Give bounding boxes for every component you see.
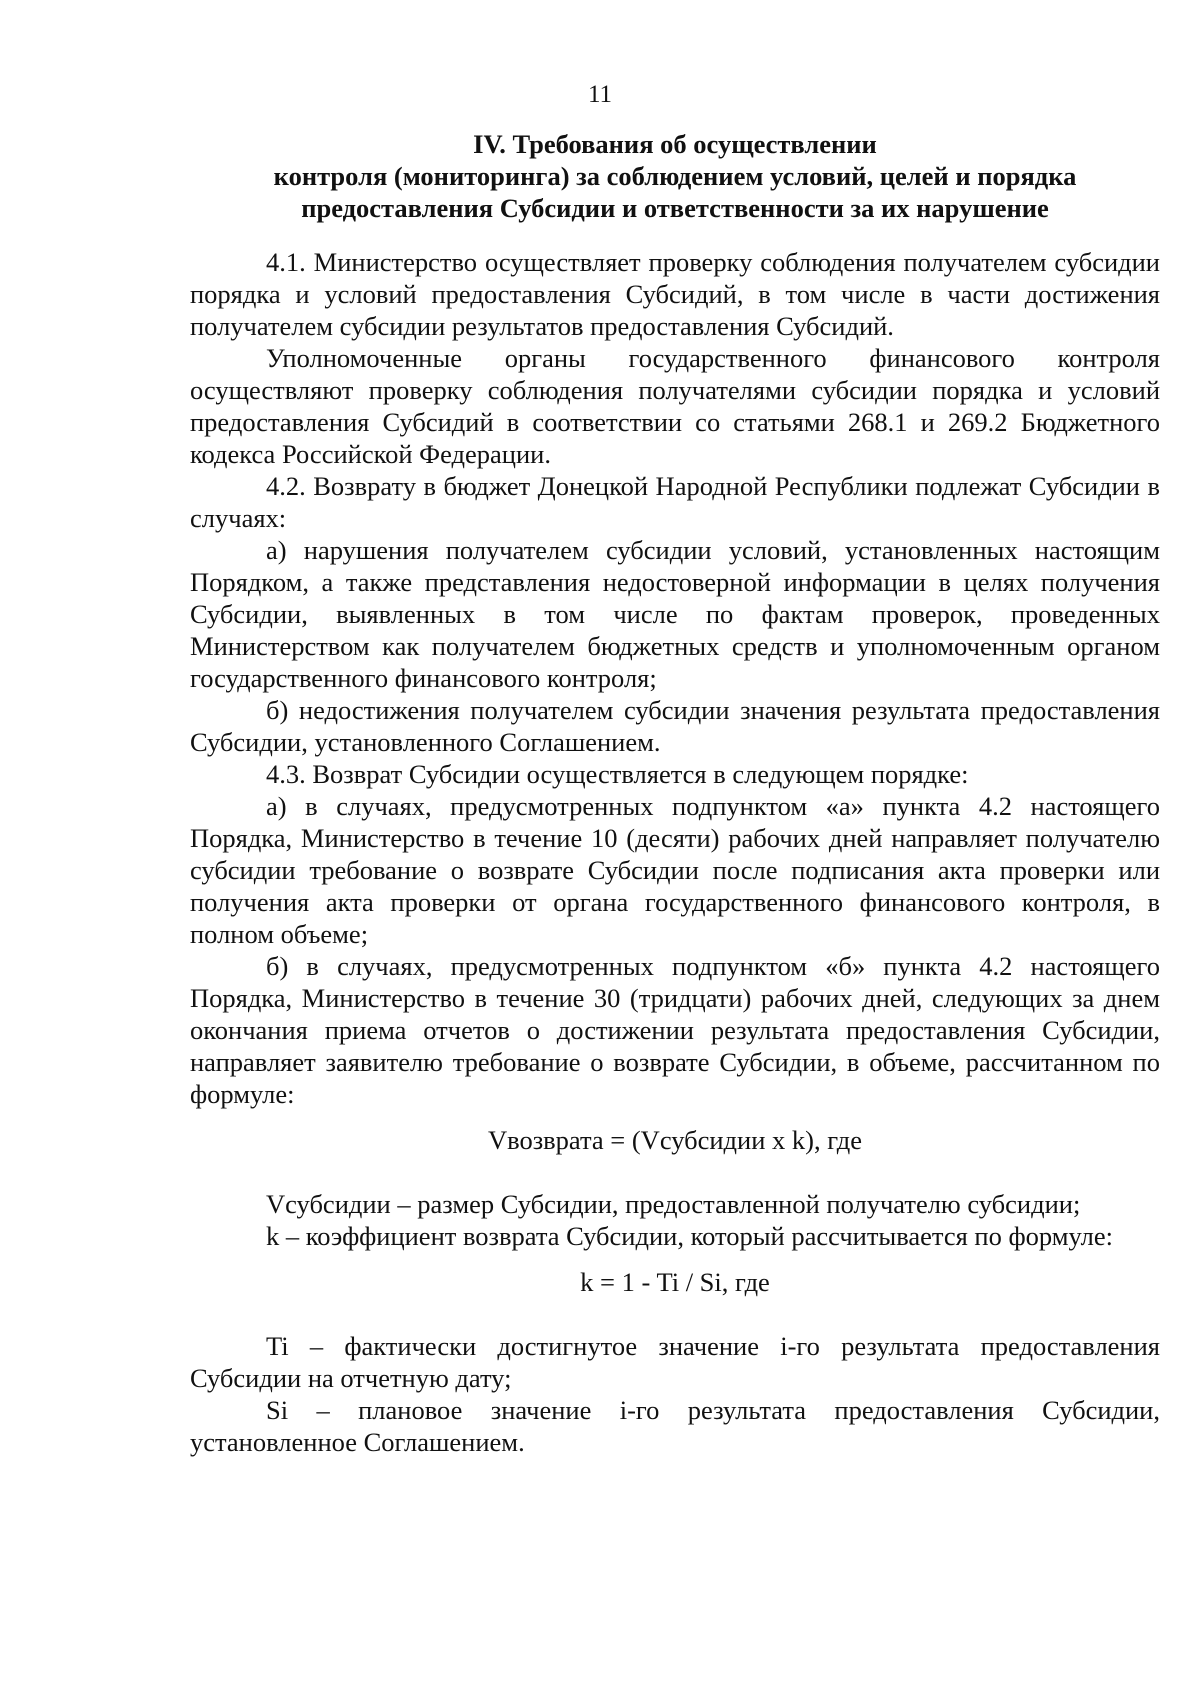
- definition-si: Si – плановое значение i-го результата предоставления Субсидии, установленное Соглашением.: [190, 1395, 1160, 1457]
- definition-k: k – коэффициент возврата Субсидии, который рассчитывается по формуле:: [266, 1221, 1113, 1251]
- paragraph-4-2-b: б) недостижения получателем субсидии значения результата предоставления Субсидии, установленного Соглашением.: [190, 695, 1160, 757]
- page-number: 11: [587, 81, 613, 108]
- paragraph-4-1-control: Уполномоченные органы государственного финансового контроля осуществляют проверку соблюдения получателями субсидии порядка и условий предоставления Субсидий в соответствии со статьями 268.1 и 269.2 Бюджетного кодекса Российской Федерации.: [190, 343, 1160, 469]
- paragraph-4-2-a: а) нарушения получателем субсидии условий, установленных настоящим Порядком, а также представления недостоверной информации в целях получения Субсидии, выявленных в том числе по фактам проверок, проведенных Министерством как получателем бюджетных средств и уполномоченным органом государственного финансового контроля;: [190, 535, 1160, 693]
- section-heading: [190, 128, 1160, 224]
- definition-ti: Ti – фактически достигнутое значение i-го результата предоставления Субсидии на отчетную дату;: [190, 1331, 1160, 1393]
- document-body: [190, 246, 1160, 1458]
- definition-v-subsidy: Vсубсидии – размер Субсидии, предоставленной получателю субсидии;: [266, 1189, 1081, 1219]
- paragraph-4-3-a: а) в случаях, предусмотренных подпунктом «а» пункта 4.2 настоящего Порядка, Министерство в течение 10 (десяти) рабочих дней направляет получателю субсидии требование о возврате Субсидии после подписания акта проверки или получения акта проверки от органа государственного финансового контроля, в полном объеме;: [190, 791, 1160, 949]
- formula-return-amount: Vвозврата = (Vсубсидии x k), где: [487, 1125, 863, 1155]
- paragraph-4-3-b: б) в случаях, предусмотренных подпунктом «б» пункта 4.2 настоящего Порядка, Министерство в течение 30 (тридцати) рабочих дней, следующих за днем окончания приема отчетов о достижении результата предоставления Субсидии, направляет заявителю требование о возврате Субсидии, в объеме, рассчитанном по формуле:: [190, 951, 1160, 1109]
- heading-line-3: предоставления Субсидии и ответственности за их нарушение: [301, 193, 1049, 223]
- heading-line-2: контроля (мониторинга) за соблюдением условий, целей и порядка: [273, 161, 1077, 191]
- paragraph-4-2: 4.2. Возврату в бюджет Донецкой Народной Республики подлежат Субсидии в случаях:: [190, 471, 1160, 533]
- heading-line-1: IV. Требования об осуществлении: [473, 129, 877, 159]
- paragraph-4-3: 4.3. Возврат Субсидии осуществляется в следующем порядке:: [266, 759, 969, 789]
- formula-k: k = 1 - Ti / Si, где: [580, 1267, 770, 1297]
- paragraph-4-1: 4.1. Министерство осуществляет проверку соблюдения получателем субсидии порядка и условий предоставления Субсидий, в том числе в части достижения получателем субсидии результатов предоставления Субсидий.: [190, 247, 1160, 341]
